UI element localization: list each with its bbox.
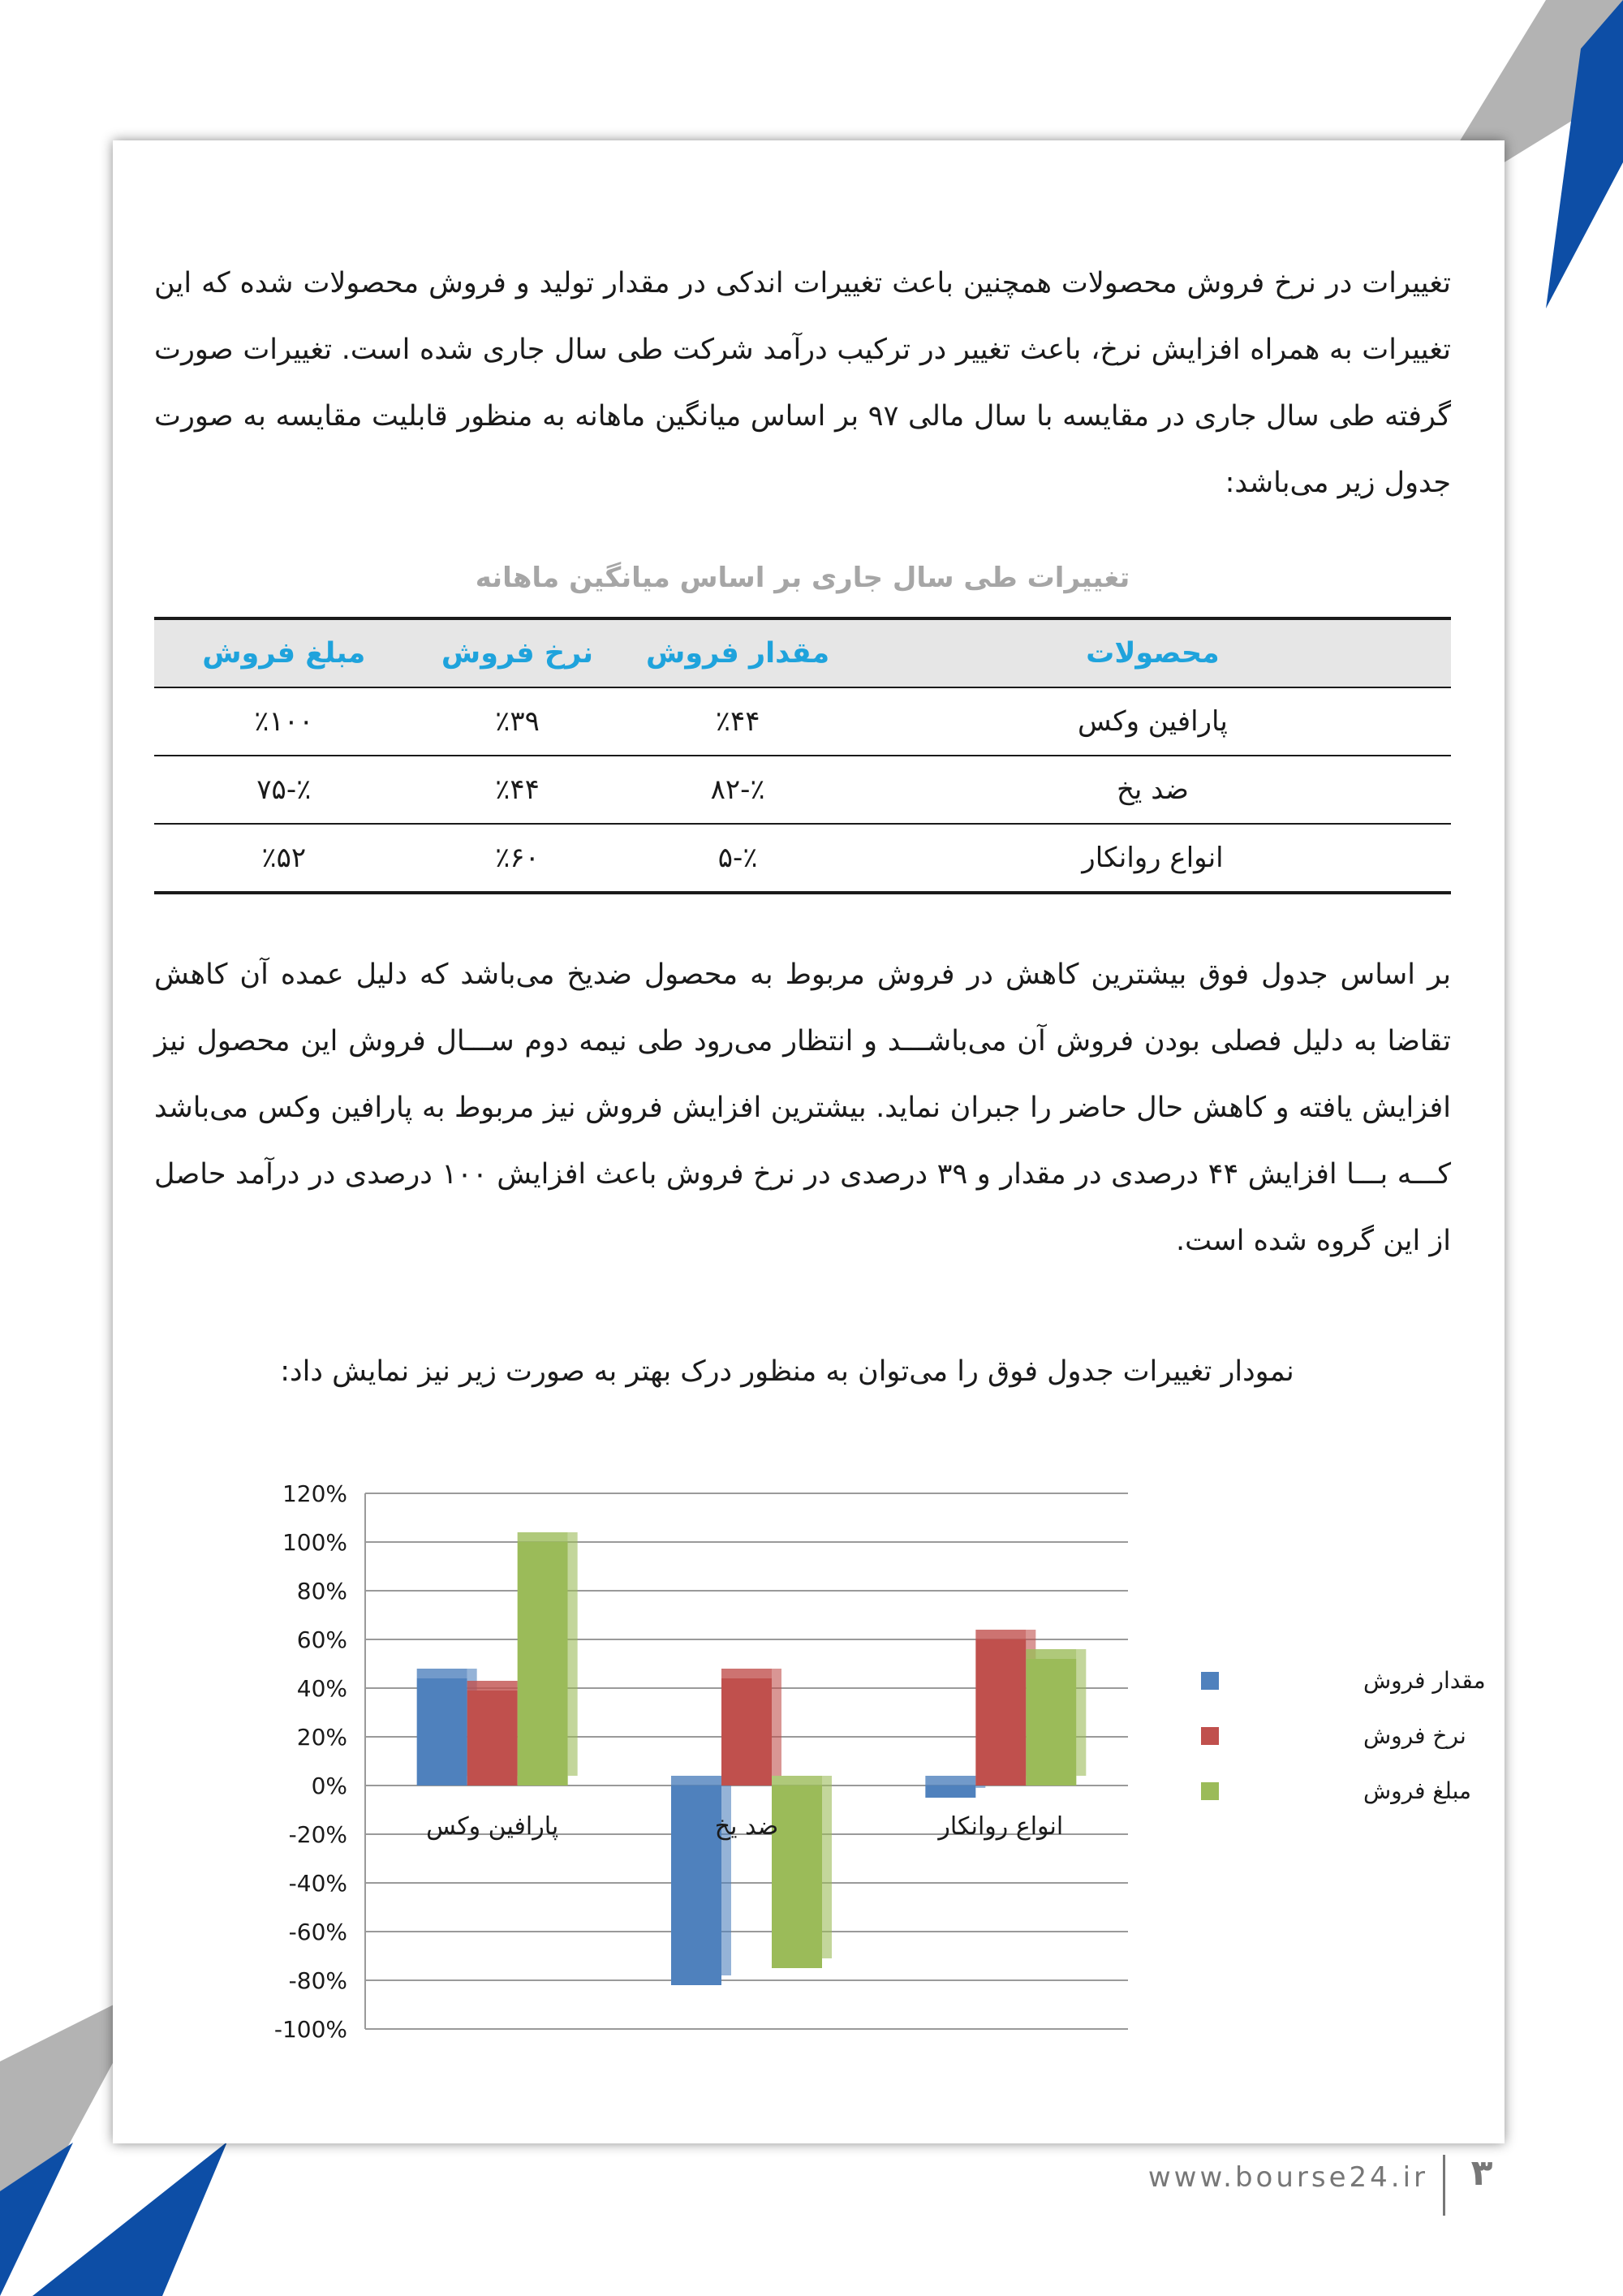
y-tick-label: 120%	[282, 1480, 347, 1507]
legend-label: مبلغ فروش	[1363, 1777, 1472, 1804]
y-tick-label: 0%	[311, 1773, 347, 1799]
y-tick-label: 40%	[296, 1675, 347, 1702]
bar	[925, 1786, 975, 1798]
col-header-products: محصولات	[855, 618, 1451, 687]
cell-amount: ٪۱۰۰	[154, 687, 414, 756]
legend-label: مقدار فروش	[1363, 1667, 1486, 1694]
table-row	[154, 756, 1451, 824]
bar-top	[417, 1669, 467, 1678]
legend-swatch	[1201, 1727, 1219, 1745]
analysis-paragraph: بر اساس جدول فوق بیشترین کاهش در فروش مربوط به محصول ضدیخ می‌باشد که دلیل عمده آن کاهش تقاضا به دلیل فصلی بودن فروش آن می‌باشـــد و انتظار می‌رود طی نیمه دوم ســـال فروش این محصول نیز افزایش یافته و کاهش حال حاضر را جبران نماید. بیشترین افزایش فروش نیز مربوط به پارافین وکس می‌باشد کـــه بـــا افزایش ۴۴ درصدی در مقدار و ۳۹ درصدی در نرخ فروش باعث افزایش ۱۰۰ درصدی در درآمد حاصل از این گروه شده است.	[154, 958, 1451, 1257]
bar-top	[518, 1532, 568, 1542]
legend-swatch	[1201, 1782, 1219, 1800]
bar-side	[1076, 1649, 1086, 1776]
x-category-label: انواع روانکار	[938, 1812, 1064, 1841]
bar-top	[671, 1776, 721, 1786]
intro-paragraph: تغییرات در نرخ فروش محصولات همچنین باعث تغییرات اندکی در مقدار تولید و فروش محصولات شده که این تغییرات به همراه افزایش نرخ، باعث تغییر در ترکیب درآمد شرکت طی سال جاری شده است. تغییرات صورت گرفته طی سال جاری در مقایسه با سال مالی ۹۷ بر اساس میانگین ماهانه به منظور قابلیت مقایسه به صورت جدول زیر می‌باشد:	[154, 267, 1451, 499]
chart-caption: نمودار تغییرات جدول فوق را می‌توان به منظور درک بهتر به صورت زیر نیز نمایش داد:	[280, 1355, 1294, 1388]
legend-swatch	[1201, 1672, 1219, 1690]
bar-top	[721, 1669, 772, 1678]
cell-rate: ٪۶۰	[414, 824, 622, 893]
bar	[975, 1639, 1026, 1786]
bar-top	[467, 1681, 518, 1691]
cell-rate: ٪۳۹	[414, 687, 622, 756]
bar	[467, 1691, 518, 1786]
bar	[518, 1542, 568, 1786]
cell-product: ضد یخ	[855, 756, 1451, 824]
y-tick-label: -100%	[273, 2016, 347, 2043]
col-header-sales-quantity: مقدار فروش	[621, 618, 855, 687]
bar-side	[822, 1776, 832, 1958]
y-tick-label: 20%	[296, 1724, 347, 1751]
table-row	[154, 687, 1451, 756]
y-tick-label: 60%	[296, 1626, 347, 1653]
legend-label: نرخ فروش	[1363, 1722, 1466, 1749]
table-title: تغییرات طی سال جاری بر اساس میانگین ماهانه	[475, 562, 1130, 594]
bar-side	[772, 1669, 781, 1776]
table-row	[154, 824, 1451, 893]
cell-product: انواع روانکار	[855, 824, 1451, 893]
bar-side	[721, 1776, 731, 1975]
cell-quantity: ٪-۸۲	[621, 756, 855, 824]
bar	[671, 1786, 721, 1985]
cell-product: پارافین وکس	[855, 687, 1451, 756]
y-tick-label: -20%	[288, 1821, 347, 1848]
cell-quantity: ٪-۵	[621, 824, 855, 893]
bar-top	[925, 1776, 975, 1786]
footer-url[interactable]: www.bourse24.ir	[1147, 2161, 1428, 2194]
bar-side	[568, 1532, 578, 1776]
y-tick-label: 100%	[282, 1529, 347, 1556]
footer-divider	[1443, 2155, 1445, 2216]
bar	[721, 1678, 772, 1786]
bar	[1026, 1659, 1076, 1786]
bar-top	[1026, 1649, 1076, 1659]
bar-top	[772, 1776, 822, 1786]
bar-chart	[243, 1461, 1486, 2061]
x-category-label: ضد یخ	[714, 1812, 779, 1841]
cell-rate: ٪۴۴	[414, 756, 622, 824]
y-tick-label: -40%	[288, 1870, 347, 1897]
y-tick-label: -60%	[288, 1919, 347, 1945]
y-tick-label: 80%	[296, 1578, 347, 1605]
y-tick-label: -80%	[288, 1967, 347, 1994]
page-number: ۳	[1470, 2152, 1493, 2194]
table-header-row	[154, 618, 1451, 687]
col-header-sales-amount: مبلغ فروش	[154, 618, 414, 687]
cell-amount: ٪-۷۵	[154, 756, 414, 824]
cell-amount: ٪۵۲	[154, 824, 414, 893]
bar	[417, 1678, 467, 1786]
bar-top	[975, 1630, 1026, 1639]
col-header-sales-rate: نرخ فروش	[414, 618, 622, 687]
changes-table	[154, 617, 1451, 894]
bar	[772, 1786, 822, 1968]
cell-quantity: ٪۴۴	[621, 687, 855, 756]
x-category-label: پارافین وکس	[426, 1812, 559, 1841]
